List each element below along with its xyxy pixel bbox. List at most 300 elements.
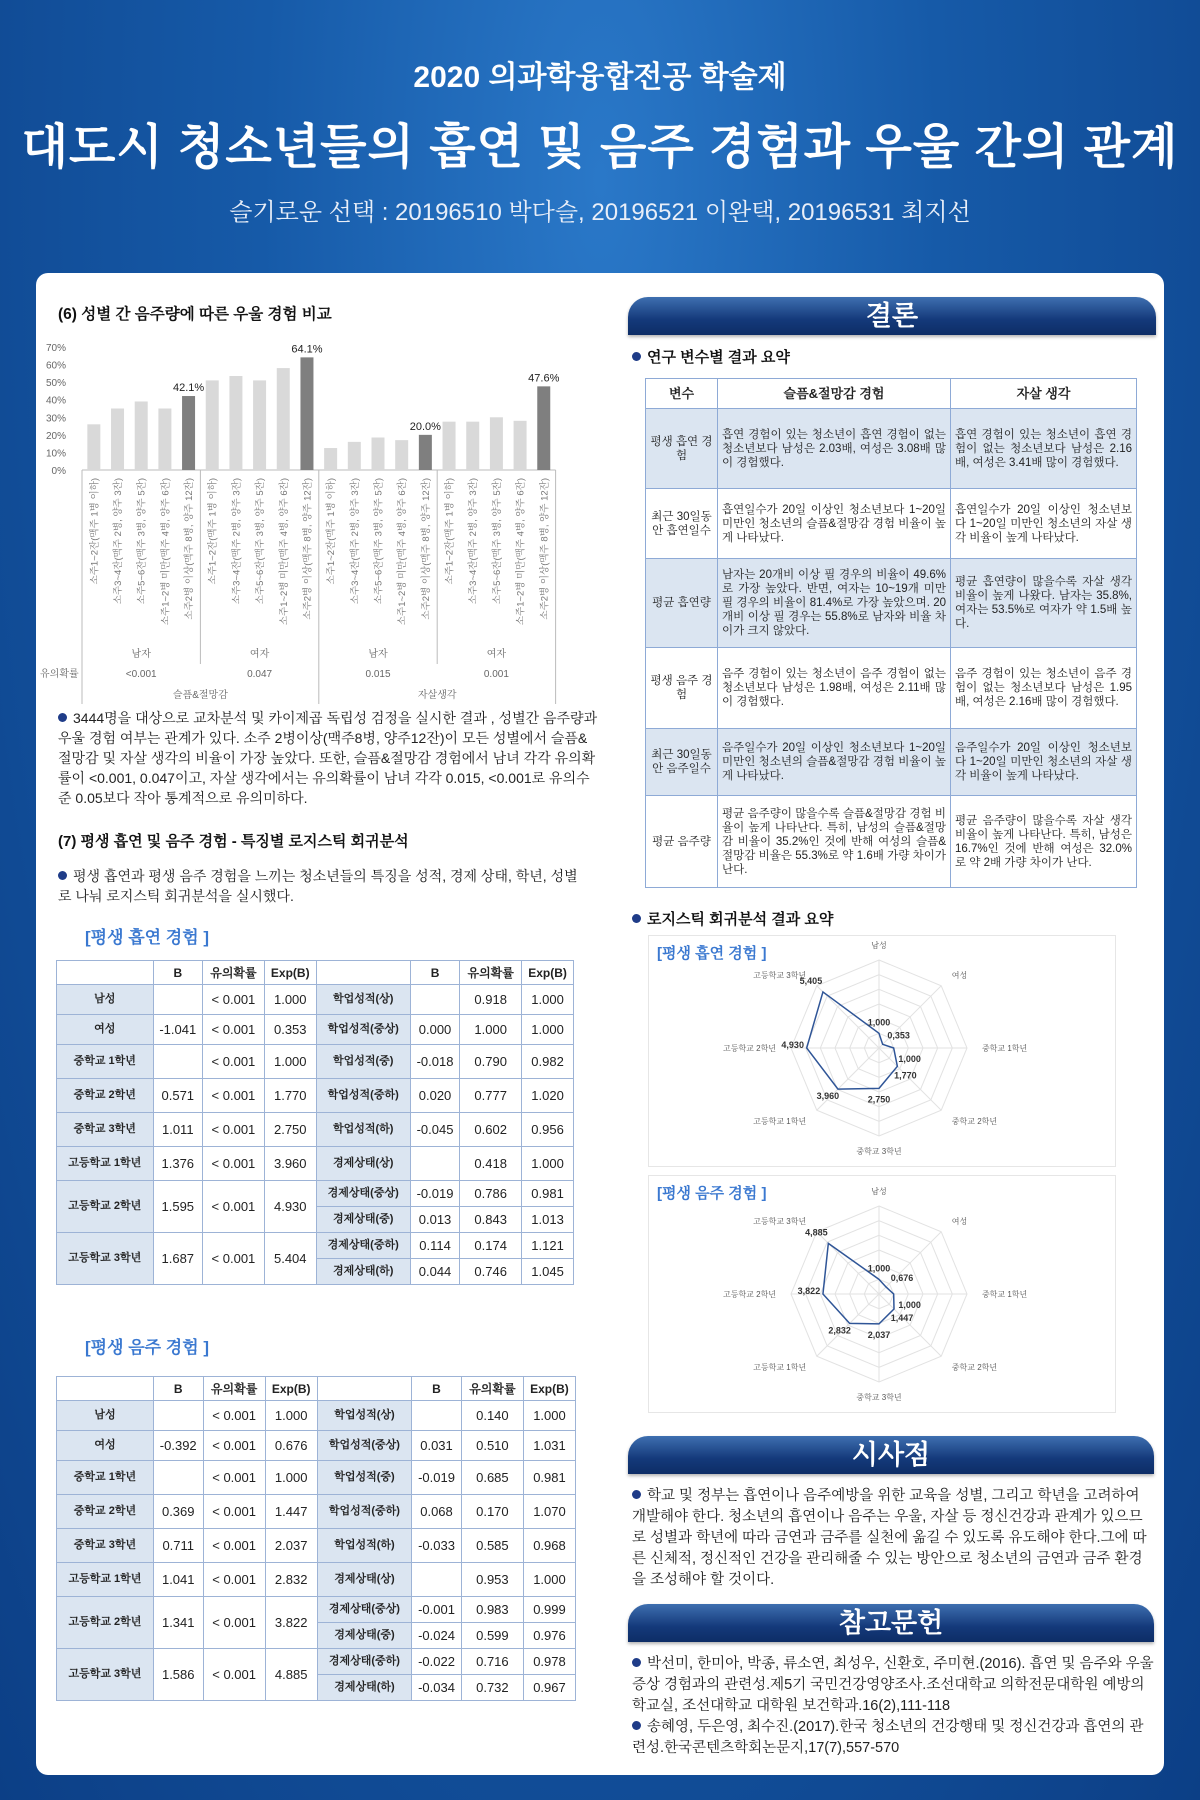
table-cell: 유의확률 (461, 1377, 523, 1401)
table-cell: 1.121 (522, 1233, 574, 1259)
table-cell (57, 1377, 154, 1401)
row-label: 고등학교 3학년 (57, 1649, 154, 1701)
table-cell: 0.676 (265, 1431, 317, 1461)
table-cell: 1.341 (153, 1597, 203, 1649)
category-label: 소주2병 이상(맥주 8병, 양주 12잔) (539, 478, 551, 620)
table-cell: 0.982 (522, 1045, 574, 1079)
table-cell: 0.068 (412, 1495, 462, 1529)
radar-axis-label: 남성 (871, 1187, 887, 1197)
table-row (57, 1401, 576, 1431)
y-tick-label: 70% (45, 343, 66, 354)
table-cell: 4.930 (264, 1181, 316, 1233)
table-cell: Exp(B) (523, 1377, 575, 1401)
row-label: 학업성적(상) (317, 1401, 412, 1431)
table-cell: 0.716 (461, 1649, 523, 1675)
radar-axis-label: 고등학교 2학년 (722, 1290, 777, 1299)
row-label: 여성 (57, 1015, 154, 1045)
row-label: 평생 음주 경험 (646, 648, 718, 729)
radar-data-label: 4,930 (781, 1040, 804, 1050)
radar-data-label: 2,832 (828, 1325, 851, 1336)
table-cell: 1.770 (264, 1079, 316, 1113)
row-label: 학업성적(중상) (317, 1431, 412, 1461)
table-cell: 2.750 (264, 1113, 316, 1147)
drinking-regression-table (56, 1376, 576, 1701)
table-cell: 1.013 (522, 1207, 574, 1233)
bar (206, 380, 219, 470)
bullet-icon (58, 871, 67, 880)
radar-axis-label: 남성 (871, 941, 887, 951)
y-tick-label: 0% (51, 466, 66, 477)
radar-axis-label: 중학교 1학년 (981, 1290, 1028, 1299)
row-label: 평균 음주량 (646, 796, 718, 888)
row-label: 학업성적(하) (317, 1529, 412, 1563)
table-cell: 0.981 (523, 1461, 575, 1495)
row-label: 중학교 2학년 (57, 1079, 154, 1113)
bullet-icon (632, 1490, 641, 1499)
table-cell (410, 985, 459, 1015)
y-tick-label: 30% (45, 413, 66, 425)
table-cell: 음주 경험이 있는 청소년이 음주 경험이 없는 청소년보다 남성은 1.98배, 여성은 2.11배 많이 경험했다. (718, 648, 951, 729)
row-label: 남성 (57, 985, 154, 1015)
row-label: 경제상태(중상) (317, 1597, 412, 1623)
table-row (57, 1649, 576, 1675)
row-label: 학업성적(중하) (317, 1495, 412, 1529)
table-cell: 0.967 (523, 1675, 575, 1701)
table-cell: 0.353 (264, 1015, 316, 1045)
sex-label: 여자 (486, 649, 507, 660)
outcome-label: 슬픔&절망감 (172, 690, 228, 701)
table-cell: 0.999 (523, 1597, 575, 1623)
table-cell: -0.018 (410, 1045, 459, 1079)
row-label: 남성 (57, 1401, 154, 1431)
table-cell (153, 1045, 202, 1079)
table-cell: 평균 흡연량이 많을수록 자살 생각 비율이 높게 나왔다. 남자는 35.8%, 여자는 53.5%로 여자가 약 1.5배 높다. (951, 559, 1137, 648)
bar (490, 417, 503, 470)
table-cell: 흡연일수가 20일 이상인 청소년보다 1~20일 미만인 청소년의 자살 생각 비율이 높게 나타났다. (951, 489, 1137, 559)
table-cell: -0.034 (412, 1675, 462, 1701)
table-cell: 0.976 (523, 1623, 575, 1649)
category-label: 소주2병 이상(맥주 8병, 양주 12잔) (420, 478, 432, 620)
table-row (646, 729, 1137, 796)
radar-data-label: 1,770 (894, 1070, 917, 1081)
bullet-icon (632, 352, 641, 361)
table-cell: < 0.001 (203, 1431, 265, 1461)
table-cell: 0.732 (461, 1675, 523, 1701)
table-cell: -0.019 (412, 1461, 462, 1495)
radar-data-label: 0,676 (890, 1272, 914, 1283)
table-cell: 0.031 (412, 1431, 462, 1461)
row-label: 중학교 3학년 (57, 1113, 154, 1147)
y-tick-label: 20% (45, 430, 66, 442)
table-cell: 1.586 (153, 1649, 203, 1701)
table-cell: < 0.001 (203, 1563, 265, 1597)
row-label: 고등학교 2학년 (57, 1181, 154, 1233)
row-label: 학업성적(중상) (316, 1015, 410, 1045)
table-row (57, 1079, 574, 1113)
table-row (57, 1495, 576, 1529)
bar (253, 380, 266, 470)
row-label: 중학교 2학년 (57, 1495, 154, 1529)
smoking-table-title: [평생 흡연 경험 ] (85, 928, 210, 947)
section7-title: (7) 평생 흡연 및 음주 경험 - 특징별 로지스틱 회귀분석 (58, 833, 409, 850)
table-cell: 0.918 (460, 985, 522, 1015)
table-cell: 1.000 (264, 1045, 316, 1079)
row-label: 고등학교 3학년 (57, 1233, 154, 1285)
table-cell: 음주 경험이 있는 청소년이 음주 경험이 없는 청소년보다 남성은 1.95배, 여성은 2.16배 많이 경험했다. (951, 648, 1137, 729)
smoking-regression-table (56, 960, 574, 1285)
table-row (57, 1181, 574, 1207)
table-cell: 0.981 (522, 1181, 574, 1207)
radar-data-label: 2,750 (867, 1094, 891, 1105)
authors: 슬기로운 선택 : 20196510 박다슬, 20196521 이완택, 20196531 최지선 (229, 199, 971, 226)
radar-series (823, 1243, 894, 1324)
table-cell: 1.000 (522, 1015, 574, 1045)
row-label: 경제상태(중상) (316, 1181, 410, 1207)
logistic-summary-title: 로지스틱 회귀분석 결과 요약 (632, 908, 833, 929)
y-tick-label: 50% (45, 378, 66, 390)
radar-data-label: 4,885 (805, 1227, 828, 1238)
category-label: 소주3~4잔(맥주 2병, 양주 3잔) (349, 478, 361, 605)
drinking-radar-chart (648, 1175, 1116, 1413)
row-label: 경제상태(하) (316, 1259, 410, 1285)
radar-axis-label: 중학교 3학년 (856, 1392, 902, 1402)
table-row (57, 1147, 574, 1181)
table-cell: 0.174 (460, 1233, 522, 1259)
radar-axis-label: 고등학교 1학년 (753, 1116, 807, 1126)
table-cell (57, 961, 154, 985)
bar (514, 421, 527, 470)
bar (419, 435, 432, 470)
table-cell: -0.033 (412, 1529, 462, 1563)
radar-data-label: 2,037 (867, 1329, 891, 1340)
table-cell: 0.685 (461, 1461, 523, 1495)
bar (395, 440, 408, 470)
table-cell: 1.000 (264, 985, 316, 1015)
bar (229, 376, 242, 470)
table-cell (317, 1377, 412, 1401)
table-cell: < 0.001 (203, 1147, 265, 1181)
category-label: 소주5~6잔(맥주 3병, 양주 5잔) (136, 478, 148, 605)
table-cell: 0.956 (522, 1113, 574, 1147)
category-label: 소주3~4잔(맥주 2병, 양주 3잔) (113, 478, 125, 605)
table-cell: -0.024 (412, 1623, 462, 1649)
table-cell: 1.000 (523, 1401, 575, 1431)
sex-label: 남자 (368, 649, 388, 660)
smoking-radar-chart (648, 935, 1116, 1167)
table-cell: 1.687 (153, 1233, 202, 1285)
conclusion-header: 결론 (628, 297, 1156, 335)
table-row (57, 1529, 576, 1563)
table-cell: 흡연 경험이 있는 청소년이 흡연 경험이 없는 청소년보다 남성은 2.03배, 여성은 3.08배 많이 경험했다. (718, 409, 951, 489)
radar-axis-label: 고등학교 3학년 (753, 1217, 807, 1227)
table-cell: 1.447 (265, 1495, 317, 1529)
table-row (646, 559, 1137, 648)
table-cell: 유의확률 (203, 961, 265, 985)
table-cell: 1.376 (153, 1147, 202, 1181)
p-value-label: 0.015 (365, 669, 391, 680)
row-label: 중학교 1학년 (57, 1045, 154, 1079)
table-row (57, 985, 574, 1015)
radar-axis-label: 고등학교 3학년 (753, 971, 807, 981)
table-cell: < 0.001 (203, 1495, 265, 1529)
table-cell: 음주일수가 20일 이상인 청소년보다 1~20일 미만인 청소년의 슬픔&절망감 경험 비율이 높게 나타났다. (718, 729, 951, 796)
category-label: 소주2병 이상(맥주 8병, 양주 12잔) (302, 478, 314, 620)
section7-paragraph: 평생 흡연과 평생 음주 경험을 느끼는 청소년들의 특징을 성적, 경제 상태, 학년, 성별로 나눠 로지스틱 회귀분석을 실시했다. (58, 868, 578, 904)
bar-chart (40, 330, 610, 705)
table-row (646, 796, 1137, 888)
category-label: 소주1~2병 미만(맥주 4병, 양주 6잔) (515, 478, 527, 626)
reference-item: 송혜영, 두은영, 최수진.(2017).한국 청소년의 건강행태 및 정신건강과 흡연의 관련성.한국콘텐츠학회논문지,17(7),557-570 (632, 1719, 1144, 1756)
table-cell: 남자는 20개비 이상 필 경우의 비율이 49.6%로 가장 높았다. 반면, 여자는 10~19개 미만 필 경우의 비율이 81.4%로 가장 높았으며. 20개비 이상 필 경우는 55.8%로 남자와 비율 차이가 크지 않았다. (718, 559, 951, 648)
table-cell: 0.170 (461, 1495, 523, 1529)
table-cell: 0.044 (410, 1259, 459, 1285)
category-label: 소주3~4잔(맥주 2병, 양주 3잔) (231, 478, 243, 605)
radar-data-label: 5,405 (799, 975, 823, 986)
table-row (57, 1045, 574, 1079)
table-row (57, 1015, 574, 1045)
row-label: 고등학교 1학년 (57, 1563, 154, 1597)
data-label: 20.0% (409, 420, 441, 433)
sex-label: 여자 (249, 649, 270, 660)
bullet-icon (58, 713, 67, 722)
table-cell: 흡연 경험이 있는 청소년이 흡연 경험이 없는 청소년보다 남성은 2.16배, 여성은 3.41배 많이 경험했다. (951, 409, 1137, 489)
table-cell: < 0.001 (203, 1181, 265, 1233)
table-cell: -0.392 (153, 1431, 203, 1461)
table-cell: 평균 음주량이 많을수록 슬픔&절망감 경험 비율이 높게 나타난다. 특히, 남성의 슬픔&절망감 비율이 35.2%인 것에 반해 여성의 슬픔&절망감 비율은 55.3%로 약 1.6배 가량 차이가 난다. (718, 796, 951, 888)
table-cell: Exp(B) (264, 961, 316, 985)
data-label: 47.6% (528, 372, 560, 385)
table-cell: 1.011 (153, 1113, 202, 1147)
table-cell (412, 1563, 462, 1597)
bar (537, 386, 550, 470)
table-cell (153, 1401, 203, 1431)
table-cell: 0.140 (461, 1401, 523, 1431)
y-tick-label: 40% (45, 395, 66, 407)
table-cell (153, 985, 202, 1015)
table-cell: < 0.001 (203, 1113, 265, 1147)
radar-data-label: 0,353 (887, 1030, 910, 1041)
bar (111, 409, 124, 471)
drinking-table-title: [평생 음주 경험 ] (85, 1338, 210, 1357)
radar-axis-label: 고등학교 2학년 (722, 1044, 777, 1053)
p-value-label: 0.047 (247, 669, 273, 680)
category-label: 소주5~6잔(맥주 3병, 양주 5잔) (491, 478, 503, 605)
table-cell: 1.020 (522, 1079, 574, 1113)
row-label: 학업성적(중) (316, 1045, 410, 1079)
bullet-icon (632, 1721, 641, 1730)
radar-axis-label: 중학교 2학년 (951, 1116, 998, 1126)
radar-data-label: 1,000 (867, 1263, 891, 1274)
table-cell: 음주일수가 20일 이상인 청소년보다 1~20일 미만인 청소년의 자살 생각 비율이 높게 나타났다. (951, 729, 1137, 796)
row-label: 고등학교 2학년 (57, 1597, 154, 1649)
radar-title: [평생 흡연 경험 ] (657, 945, 767, 962)
table-cell: 0.777 (460, 1079, 522, 1113)
table-cell: 1.000 (265, 1401, 317, 1431)
table-cell (412, 1401, 462, 1431)
radar-data-label: 1,000 (898, 1054, 921, 1064)
category-label: 소주1~2병 미만(맥주 4병, 양주 6잔) (160, 478, 172, 626)
table-cell: 4.885 (265, 1649, 317, 1701)
bar (372, 437, 385, 470)
table-row (646, 409, 1137, 489)
radar-data-label: 1,000 (898, 1300, 921, 1310)
table-cell: 0.746 (460, 1259, 522, 1285)
table-header-row (646, 379, 1137, 409)
row-label: 고등학교 1학년 (57, 1147, 154, 1181)
table-row (646, 648, 1137, 729)
table-cell: 5.404 (264, 1233, 316, 1285)
table-cell: 0.571 (153, 1079, 202, 1113)
row-label: 학업성적(상) (316, 985, 410, 1015)
event-title: 2020 의과학융합전공 학술제 (413, 61, 787, 94)
table-cell (410, 1147, 459, 1181)
table-cell: Exp(B) (265, 1377, 317, 1401)
table-cell: 0.786 (460, 1181, 522, 1207)
row-label: 평균 흡연량 (646, 559, 718, 648)
category-label: 소주2병 이상(맥주 8병, 양주 12잔) (184, 478, 196, 620)
table-cell: 1.041 (153, 1563, 203, 1597)
table-row (57, 1233, 574, 1259)
table-cell: 0.510 (461, 1431, 523, 1461)
row-label: 경제상태(중) (316, 1207, 410, 1233)
table-header-row (57, 961, 574, 985)
table-cell: -0.001 (412, 1597, 462, 1623)
table-cell: 0.013 (410, 1207, 459, 1233)
table-cell (153, 1461, 203, 1495)
table-cell: < 0.001 (203, 1529, 265, 1563)
p-value-label: 0.001 (483, 669, 509, 680)
bar (443, 422, 456, 470)
table-cell: 1.595 (153, 1181, 202, 1233)
table-cell: < 0.001 (203, 1649, 265, 1701)
table-cell: 0.968 (523, 1529, 575, 1563)
category-label: 소주1~2잔(맥주 1병 이하) (326, 478, 338, 585)
row-label: 경제상태(상) (316, 1147, 410, 1181)
outcome-label: 자살생각 (417, 690, 457, 701)
category-label: 소주1~2병 미만(맥주 4병, 양주 6잔) (278, 478, 290, 626)
table-cell: 0.790 (460, 1045, 522, 1079)
table-cell: 1.000 (522, 985, 574, 1015)
row-label: 경제상태(중하) (317, 1649, 412, 1675)
category-label: 소주1~2잔(맥주 1병 이하) (89, 478, 101, 585)
category-label: 소주3~4잔(맥주 2병, 양주 3잔) (468, 478, 480, 605)
table-cell: < 0.001 (203, 1233, 265, 1285)
table-cell: 0.418 (460, 1147, 522, 1181)
section6-paragraph: 3444명을 대상으로 교차분석 및 카이제곱 독립성 검정을 실시한 결과 , 성별간 음주량과 우울 경험 여부는 관계가 있다. 소주 2병이상(맥주8병, 양주12잔)이 모든 성별에서 슬픔&절망감 및 자살 생각의 비율이 가장 높았다. 또한, 슬픔&절망감 경험에서 남녀 각각 유의확률이 <0.001, 0.047이고, 자살 생각에서는 유의확률이 남녀 각각 0.015, <0.001로 유의수준 0.05보다 작아 통계적으로 유의미하다. (58, 710, 598, 806)
row-label: 여성 (57, 1431, 154, 1461)
table-cell: -1.041 (153, 1015, 202, 1045)
table-cell: 1.045 (522, 1259, 574, 1285)
bar (300, 357, 313, 470)
data-label: 64.1% (291, 343, 323, 356)
table-cell: 슬픔&절망감 경험 (718, 379, 951, 409)
table-row (57, 1461, 576, 1495)
table-cell: < 0.001 (203, 1597, 265, 1649)
table-cell: -0.045 (410, 1113, 459, 1147)
row-label: 경제상태(하) (317, 1675, 412, 1701)
table-cell: < 0.001 (203, 985, 265, 1015)
radar-axis-label: 여성 (951, 971, 968, 981)
table-cell: 0.599 (461, 1623, 523, 1649)
implications-text: 학교 및 정부는 흡연이나 음주예방을 위한 교육을 성별, 그리고 학년을 고려하여 개발해야 한다. 청소년의 흡연이나 음주는 우울, 자살 등 정신건강과 관계가 있으므로 성별과 학년에 따라 금연과 금주를 실천에 옮길 수 있도록 유도해야 한다.그에 따른 신체적, 정신적인 건강을 관리해줄 수 있는 방안으로 청소년의 금연과 금주 환경을 조성해야 할 것이다. (632, 1488, 1147, 1588)
category-label: 소주1~2잔(맥주 1병 이하) (444, 478, 456, 585)
table-cell: 0.602 (460, 1113, 522, 1147)
table-row (646, 489, 1137, 559)
table-cell: -0.019 (410, 1181, 459, 1207)
table-cell: B (153, 1377, 203, 1401)
table-header-row (57, 1377, 576, 1401)
table-cell: 유의확률 (460, 961, 522, 985)
table-cell: < 0.001 (203, 1079, 265, 1113)
references-list (632, 1654, 1154, 1759)
table-cell: 유의확률 (203, 1377, 265, 1401)
radar-axis-label: 중학교 2학년 (951, 1362, 998, 1372)
table-cell: 0.114 (410, 1233, 459, 1259)
radar-data-label: 1,000 (867, 1017, 891, 1028)
table-cell: < 0.001 (203, 1045, 265, 1079)
radar-data-label: 1,447 (890, 1313, 914, 1324)
table-cell: 0.978 (523, 1649, 575, 1675)
data-label: 42.1% (172, 382, 205, 395)
table-cell: 1.070 (523, 1495, 575, 1529)
table-cell: 1.000 (522, 1147, 574, 1181)
table-cell: B (412, 1377, 462, 1401)
row-label: 중학교 3학년 (57, 1529, 154, 1563)
table-cell: 0.843 (460, 1207, 522, 1233)
category-label: 소주1~2병 미만(맥주 4병, 양주 6잔) (397, 478, 409, 626)
bar (466, 422, 479, 470)
row-label: 경제상태(중) (317, 1623, 412, 1649)
table-cell: 평균 음주량이 많을수록 자살 생각 비율이 높게 나타난다. 특히, 남성은 16.7%인 것에 반해 여성은 32.0%로 약 2배 가량 차이가 난다. (951, 796, 1137, 888)
bullet-icon (632, 1658, 641, 1667)
table-cell: 1.000 (460, 1015, 522, 1045)
radar-axis-label: 중학교 3학년 (856, 1146, 902, 1156)
bar (277, 368, 290, 470)
bar (182, 396, 195, 470)
table-cell: 자살 생각 (951, 379, 1137, 409)
row-label: 최근 30일동안 음주일수 (646, 729, 718, 796)
references-header: 참고문헌 (628, 1604, 1154, 1642)
category-label: 소주5~6잔(맥주 3병, 양주 5잔) (373, 478, 385, 605)
table-cell: < 0.001 (203, 1401, 265, 1431)
bar (348, 442, 361, 470)
table-row (57, 1113, 574, 1147)
bullet-icon (632, 914, 641, 923)
p-value-label: <0.001 (125, 669, 157, 680)
y-tick-label: 10% (45, 448, 66, 460)
table-cell: 0.983 (461, 1597, 523, 1623)
row-label: 평생 흡연 경험 (646, 409, 718, 489)
row-label: 경제상태(상) (317, 1563, 412, 1597)
radar-axis-label: 중학교 1학년 (981, 1044, 1028, 1053)
radar-axis-label: 고등학교 1학년 (753, 1362, 807, 1372)
table-cell: 0.711 (153, 1529, 203, 1563)
table-row (57, 1597, 576, 1623)
table-cell: < 0.001 (203, 1015, 265, 1045)
row-label: 학업성적(중) (317, 1461, 412, 1495)
table-cell: 1.000 (265, 1461, 317, 1495)
table-cell: 0.000 (410, 1015, 459, 1045)
table-cell (316, 961, 410, 985)
y-tick-label: 60% (45, 360, 66, 372)
row-label: 중학교 1학년 (57, 1461, 154, 1495)
summary-table (645, 378, 1137, 888)
reference-item: 박선미, 한미아, 박종, 류소연, 최성우, 신환호, 주미현.(2016). 흡연 및 음주와 우울증상 경험과의 관련성.제5기 국민건강영양조사.조선대학교 의학전문대학원 예방의학교실, 조선대학교 대학원 보건학과.16(2),111-118 (632, 1656, 1154, 1714)
table-cell: B (410, 961, 459, 985)
table-cell: 0.953 (461, 1563, 523, 1597)
table-row (57, 1563, 576, 1597)
table-cell: 1.000 (523, 1563, 575, 1597)
